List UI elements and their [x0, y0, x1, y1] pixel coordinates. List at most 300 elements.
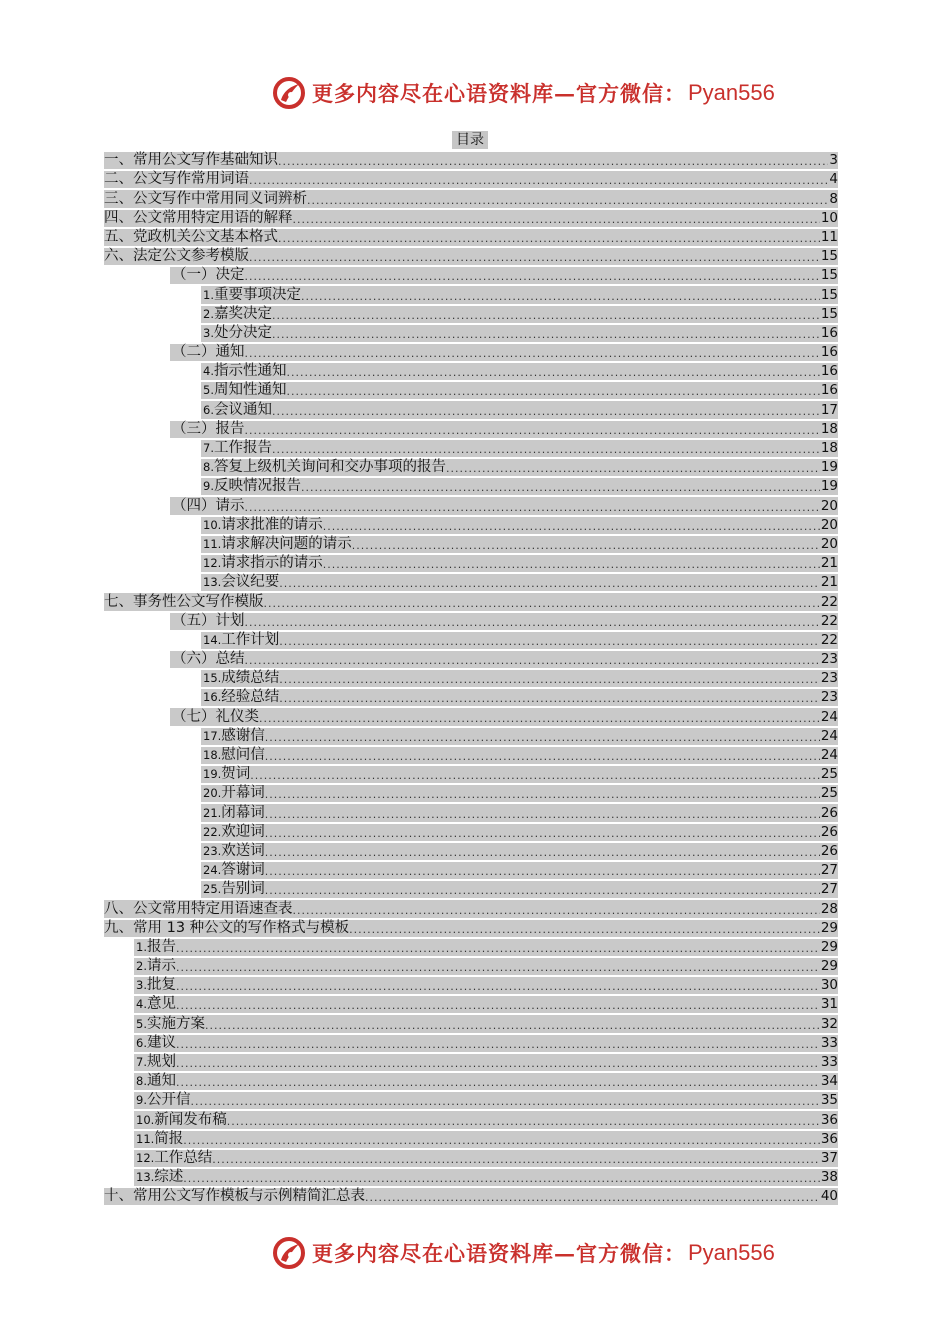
toc-entry-page: 29 [820, 919, 838, 936]
toc-entry[interactable] [104, 1072, 838, 1091]
banner-wechat-id: Pyan556 [688, 1240, 775, 1265]
toc-entry-label [172, 343, 245, 362]
toc-entry-text: 会议纪要 [221, 574, 280, 591]
toc-dot-leader [205, 1017, 820, 1034]
toc-entry[interactable] [104, 170, 838, 189]
toc-dot-leader [365, 1189, 820, 1206]
toc-entry-page: 15 [820, 286, 838, 303]
toc-entry-number: 1. [203, 287, 214, 302]
toc-entry-page: 28 [820, 900, 838, 917]
toc-dot-leader [264, 595, 820, 612]
toc-dot-leader [265, 748, 820, 765]
toc-entry-text: 感谢信 [221, 727, 265, 744]
toc-entry[interactable] [104, 1149, 838, 1168]
toc-entry-label [203, 669, 279, 688]
toc-entry-number: 5. [136, 1016, 147, 1031]
toc-entry-label [203, 573, 279, 592]
toc-entry[interactable] [104, 362, 838, 381]
toc-entry-label [203, 477, 301, 496]
toc-entry-page: 34 [820, 1073, 838, 1090]
toc-dot-leader [265, 729, 820, 746]
toc-dot-leader [249, 249, 820, 266]
toc-entry-page: 24 [820, 727, 838, 744]
toc-entry[interactable] [104, 823, 838, 842]
toc-entry-label [203, 305, 272, 324]
toc-entry-page: 16 [820, 344, 838, 361]
toc-dot-leader [323, 518, 820, 535]
toc-entry-label [172, 497, 245, 516]
toc-dot-leader [265, 806, 820, 823]
toc-entry-number: 13. [203, 575, 222, 590]
toc-entry-page: 11 [820, 228, 838, 245]
toc-entry-label [203, 439, 272, 458]
toc-entry-page: 31 [820, 996, 838, 1013]
toc-entry-page: 17 [820, 401, 838, 418]
toc-entry[interactable] [104, 209, 838, 228]
toc-entry-label [136, 1091, 190, 1110]
banner-text: 更多内容尽在心语资料库—官方微信： [312, 81, 686, 106]
toc-entry-page: 33 [820, 1054, 838, 1070]
toc-entry[interactable] [104, 266, 838, 285]
toc-dot-leader [279, 633, 820, 650]
toc-entry-number: 5. [203, 383, 214, 398]
toc-entry-number: 25. [203, 882, 222, 897]
toc-dot-leader [323, 556, 820, 573]
toc-entry-text: （六）总结 [172, 651, 245, 668]
toc-dot-leader [265, 825, 820, 842]
toc-entry[interactable] [104, 746, 838, 765]
toc-dot-leader [259, 710, 820, 727]
toc-entry-label [136, 976, 176, 995]
toc-entry-text: 综述 [154, 1169, 184, 1186]
toc-entry-number: 3. [136, 978, 147, 993]
toc-entry-text: 答谢词 [221, 862, 265, 879]
toc-entry-label [203, 631, 279, 650]
toc-entry-page: 26 [820, 823, 838, 840]
toc-entry-label [136, 1130, 183, 1149]
toc-entry[interactable] [104, 650, 838, 669]
toc-entry-label [203, 804, 265, 823]
toc-entry[interactable] [104, 496, 838, 515]
table-of-contents [104, 151, 838, 1206]
toc-entry-page: 38 [820, 1169, 838, 1186]
toc-entry-page: 8 [829, 190, 838, 207]
toc-dot-leader [176, 1036, 820, 1053]
toc-dot-leader [250, 767, 820, 784]
toc-entry-text: 公开信 [146, 1092, 191, 1109]
toc-dot-leader [176, 1074, 820, 1091]
toc-entry-label [203, 381, 286, 400]
toc-entry-number: 21. [203, 805, 222, 820]
toc-entry-number: 4. [203, 364, 214, 379]
toc-entry[interactable] [104, 784, 838, 803]
toc-dot-leader [293, 902, 820, 919]
toc-entry-text: 六、法定公文参考模版 [104, 248, 249, 265]
toc-entry[interactable] [104, 612, 838, 631]
toc-entry-number: 22. [203, 824, 222, 839]
toc-entry-number: 12. [203, 556, 222, 571]
toc-entry-label [104, 209, 293, 228]
toc-dot-leader [249, 172, 828, 189]
toc-entry-label [136, 1034, 176, 1053]
toc-entry-label [172, 650, 245, 669]
toc-entry-text: 经验总结 [221, 689, 280, 706]
toc-entry-page: 21 [820, 555, 838, 572]
toc-entry-text: 欢送词 [221, 842, 265, 859]
toc-entry-page: 16 [820, 324, 838, 341]
toc-entry-page: 16 [820, 382, 838, 399]
toc-entry-number: 9. [136, 1093, 147, 1108]
toc-dot-leader [278, 230, 820, 247]
toc-entry-label [136, 1053, 176, 1072]
toc-entry-page: 25 [820, 766, 838, 783]
toc-entry[interactable] [104, 1091, 838, 1110]
toc-entry[interactable] [104, 631, 838, 650]
toc-dot-leader [176, 997, 820, 1014]
toc-dot-leader [265, 844, 820, 861]
toc-entry-number: 13. [136, 1170, 155, 1185]
toc-entry-text: 实施方案 [146, 1015, 205, 1032]
toc-dot-leader [286, 383, 819, 400]
toc-entry[interactable] [104, 247, 838, 266]
banner-text: 更多内容尽在心语资料库—官方微信： [312, 1241, 686, 1266]
toc-dot-leader [245, 614, 820, 631]
toc-entry[interactable] [104, 669, 838, 688]
toc-entry-label [203, 458, 446, 477]
toc-entry-text: 七、事务性公文写作模版 [104, 593, 264, 610]
toc-entry-number: 20. [203, 786, 222, 801]
toc-entry-text: 十、常用公文写作模板与示例精简汇总表 [104, 1188, 365, 1205]
toc-entry-text: 闭幕词 [221, 804, 265, 821]
toc-entry[interactable] [104, 765, 838, 784]
header-banner [272, 73, 775, 113]
toc-entry-label [203, 324, 272, 343]
toc-entry[interactable] [104, 151, 838, 170]
toc-dot-leader [446, 460, 820, 477]
toc-entry-text: （四）请示 [172, 497, 245, 514]
toc-entry-label [104, 900, 293, 919]
toc-entry[interactable] [104, 1110, 838, 1129]
toc-entry-label [136, 1072, 176, 1091]
toc-entry-number: 10. [203, 517, 222, 532]
toc-entry[interactable] [104, 343, 838, 362]
toc-entry[interactable] [104, 880, 838, 899]
toc-entry[interactable] [104, 535, 838, 554]
toc-entry-number: 6. [136, 1035, 147, 1050]
toc-entry-label [104, 919, 349, 938]
toc-entry-text: 请求批准的请示 [221, 516, 323, 533]
toc-entry-page: 25 [820, 785, 838, 802]
toc-dot-leader [272, 326, 820, 343]
toc-entry-page: 15 [820, 267, 838, 284]
toc-entry-text: 成绩总结 [221, 670, 280, 687]
toc-entry-page: 24 [820, 747, 838, 763]
toc-entry[interactable] [104, 1168, 838, 1187]
toc-entry-label [136, 1168, 183, 1187]
toc-entry-text: 报告 [146, 938, 176, 955]
toc-dot-leader [307, 192, 828, 209]
toc-entry-text: 请求指示的请示 [221, 555, 323, 572]
toc-entry-text: 五、党政机关公文基本格式 [104, 228, 278, 245]
toc-entry-label [203, 688, 279, 707]
toc-entry[interactable] [104, 324, 838, 343]
toc-entry-label [172, 420, 245, 439]
toc-entry-page: 21 [820, 574, 838, 591]
toc-entry-page: 18 [820, 420, 838, 437]
toc-entry[interactable] [104, 285, 838, 304]
toc-entry[interactable] [104, 458, 838, 477]
toc-dot-leader [293, 211, 820, 228]
toc-entry-label [172, 612, 245, 631]
toc-entry-number: 2. [203, 306, 214, 321]
toc-entry-text: （一）决定 [172, 267, 245, 284]
toc-entry-label [203, 535, 352, 554]
banner-wechat-id: Pyan556 [688, 80, 775, 105]
toc-entry-text: 工作报告 [213, 440, 272, 456]
toc-entry-text: 开幕词 [221, 785, 265, 802]
toc-entry-page: 4 [829, 171, 838, 188]
toc-entry[interactable] [104, 1053, 838, 1072]
toc-entry-text: 工作总结 [154, 1149, 213, 1166]
toc-entry-text: 三、公文写作中常用同义词辨析 [104, 190, 307, 207]
toc-entry-page: 37 [820, 1149, 838, 1166]
toc-entry-page: 32 [820, 1015, 838, 1032]
toc-entry-text: 新闻发布稿 [154, 1111, 227, 1128]
toc-entry-text: 规划 [146, 1054, 176, 1070]
toc-entry-label [104, 593, 264, 612]
toc-entry-page: 24 [820, 708, 838, 725]
toc-entry[interactable] [104, 420, 838, 439]
toc-entry-page: 3 [829, 152, 838, 169]
toc-dot-leader [349, 921, 820, 938]
toc-entry[interactable] [104, 995, 838, 1014]
toc-entry-label [203, 286, 301, 305]
toc-entry-label [136, 1015, 205, 1034]
toc-entry-number: 2. [136, 959, 147, 974]
toc-entry-number: 15. [203, 671, 222, 686]
toc-entry-number: 11. [136, 1131, 155, 1146]
toc-entry-text: 告别词 [221, 881, 265, 898]
toc-entry-label [104, 228, 278, 247]
toc-entry-text: 通知 [146, 1073, 176, 1090]
toc-entry-text: 简报 [154, 1130, 184, 1147]
toc-dot-leader [265, 882, 820, 899]
toc-dot-leader [286, 364, 819, 381]
toc-entry[interactable] [104, 1014, 838, 1033]
toc-entry-page: 35 [820, 1092, 838, 1109]
toc-entry[interactable] [104, 919, 838, 938]
toc-entry[interactable] [104, 305, 838, 324]
toc-entry[interactable] [104, 899, 838, 918]
toc-entry-label [203, 362, 286, 381]
toc-entry-page: 20 [820, 516, 838, 533]
toc-entry-text: 请求解决问题的请示 [221, 535, 352, 552]
toc-dot-leader [227, 1113, 820, 1130]
toc-dot-leader [176, 1055, 820, 1072]
toc-entry-page: 27 [820, 862, 838, 879]
toc-entry-label [136, 957, 176, 976]
toc-entry-page: 22 [820, 593, 838, 610]
toc-entry-text: 反映情况报告 [213, 478, 301, 495]
toc-dot-leader [245, 268, 820, 285]
toc-dot-leader [245, 422, 820, 439]
toc-dot-leader [265, 786, 820, 803]
toc-entry-number: 14. [203, 632, 222, 647]
toc-dot-leader [265, 863, 820, 880]
toc-dot-leader [245, 345, 820, 362]
toc-entry-text: 一、常用公文写作基础知识 [104, 152, 278, 169]
toc-entry-page: 23 [820, 689, 838, 706]
toc-entry[interactable] [104, 727, 838, 746]
toc-entry[interactable] [104, 189, 838, 208]
toc-entry[interactable] [104, 381, 838, 400]
toc-entry-page: 16 [820, 363, 838, 380]
toc-entry-page: 22 [820, 612, 838, 629]
toc-entry-number: 1. [136, 939, 147, 954]
toc-entry-label [203, 554, 323, 573]
toc-entry-label [104, 190, 307, 209]
toc-entry-text: 嘉奖决定 [213, 305, 272, 322]
toc-dot-leader [176, 940, 820, 957]
toc-entry-label [136, 938, 176, 957]
toc-entry[interactable] [104, 688, 838, 707]
toc-dot-leader [352, 537, 820, 554]
toc-dot-leader [301, 479, 820, 496]
toc-entry[interactable] [104, 957, 838, 976]
toc-entry[interactable] [104, 803, 838, 822]
toc-entry-page: 23 [820, 670, 838, 687]
toc-entry-number: 8. [203, 460, 214, 475]
toc-entry-number: 19. [203, 767, 222, 782]
toc-entry[interactable] [104, 439, 838, 458]
toc-entry-page: 15 [820, 248, 838, 265]
toc-entry-text: 九、常用 13 种公文的写作格式与模板 [104, 919, 350, 936]
toc-entry-label [203, 823, 265, 842]
toc-entry-label [203, 842, 265, 861]
toc-entry-number: 24. [203, 863, 222, 878]
toc-entry-label [104, 1187, 365, 1206]
toc-dot-leader [183, 1170, 820, 1187]
toc-dot-leader [272, 403, 820, 420]
toc-entry[interactable] [104, 707, 838, 726]
toc-entry[interactable] [104, 976, 838, 995]
toc-entry-number: 7. [203, 441, 214, 455]
toc-entry-text: （三）报告 [172, 420, 245, 437]
toc-entry[interactable] [104, 400, 838, 419]
toc-entry[interactable] [104, 1034, 838, 1053]
toc-dot-leader [272, 441, 820, 458]
toc-entry-number: 8. [136, 1074, 147, 1089]
toc-entry-page: 22 [820, 631, 838, 648]
toc-dot-leader [272, 307, 820, 324]
toc-entry-label [104, 151, 278, 170]
brand-logo-icon [272, 1236, 306, 1270]
toc-entry-page: 27 [820, 881, 838, 898]
toc-entry[interactable] [104, 1130, 838, 1149]
toc-entry-page: 10 [820, 209, 838, 226]
toc-entry-page: 40 [820, 1188, 838, 1205]
toc-entry-text: 工作计划 [221, 631, 280, 648]
toc-dot-leader [279, 575, 820, 592]
toc-entry-page: 15 [820, 305, 838, 322]
toc-entry-label [172, 708, 259, 727]
toc-entry-text: 四、公文常用特定用语的解释 [104, 209, 293, 226]
toc-entry[interactable] [104, 842, 838, 861]
toc-entry-text: 建议 [146, 1034, 176, 1051]
toc-entry-number: 23. [203, 843, 222, 858]
brand-logo-icon [272, 76, 306, 110]
toc-entry-label [203, 861, 265, 880]
toc-entry-text: 批复 [146, 977, 176, 994]
toc-dot-leader [190, 1093, 819, 1110]
toc-entry-label [203, 784, 265, 803]
toc-entry-label [136, 1111, 227, 1130]
toc-dot-leader [301, 288, 820, 305]
toc-entry-label [172, 266, 245, 285]
toc-entry-text: 指示性通知 [213, 363, 287, 380]
toc-entry-page: 26 [820, 804, 838, 821]
toc-entry-page: 36 [820, 1130, 838, 1147]
toc-dot-leader [212, 1151, 820, 1168]
toc-entry-page: 18 [820, 440, 838, 456]
toc-dot-leader [176, 959, 820, 976]
toc-entry[interactable] [104, 573, 838, 592]
toc-entry-number: 16. [203, 690, 222, 705]
toc-entry-page: 29 [820, 958, 838, 975]
toc-entry-label [136, 995, 176, 1014]
toc-entry-page: 26 [820, 842, 838, 859]
toc-entry-text: 贺词 [221, 766, 251, 783]
toc-entry-text: 答复上级机关询问和交办事项的报告 [213, 459, 446, 476]
toc-title: 目录 [452, 131, 488, 149]
toc-entry-text: 周知性通知 [213, 382, 287, 399]
toc-entry[interactable] [104, 477, 838, 496]
toc-entry-number: 18. [203, 748, 222, 762]
toc-entry-text: 八、公文常用特定用语速查表 [104, 900, 293, 917]
toc-entry-number: 7. [136, 1055, 147, 1069]
toc-entry-label [203, 727, 265, 746]
toc-entry-text: 请示 [146, 958, 176, 975]
toc-entry-number: 17. [203, 728, 222, 743]
toc-dot-leader [245, 499, 820, 516]
toc-entry-label [136, 1149, 212, 1168]
toc-entry-text: 欢迎词 [221, 823, 265, 840]
toc-entry-number: 4. [136, 997, 147, 1012]
toc-entry[interactable] [104, 861, 838, 880]
toc-entry[interactable] [104, 592, 838, 611]
toc-entry[interactable] [104, 938, 838, 957]
toc-entry[interactable] [104, 228, 838, 247]
toc-entry-number: 6. [203, 402, 214, 417]
toc-entry-page: 30 [820, 977, 838, 994]
toc-entry-text: 重要事项决定 [213, 286, 301, 303]
toc-dot-leader [278, 153, 828, 170]
toc-entry-text: （二）通知 [172, 344, 245, 361]
toc-entry-number: 11. [203, 536, 222, 551]
toc-entry-label [203, 401, 272, 420]
toc-entry-page: 29 [820, 938, 838, 955]
toc-entry-page: 20 [820, 497, 838, 514]
toc-entry-page: 33 [820, 1034, 838, 1051]
toc-entry-text: 二、公文写作常用词语 [104, 171, 249, 188]
toc-entry-page: 20 [820, 535, 838, 552]
toc-entry-label [104, 170, 249, 189]
toc-entry-page: 19 [820, 459, 838, 476]
toc-entry[interactable] [104, 516, 838, 535]
toc-entry[interactable] [104, 1187, 838, 1206]
toc-entry[interactable] [104, 554, 838, 573]
toc-entry-number: 3. [203, 325, 214, 340]
